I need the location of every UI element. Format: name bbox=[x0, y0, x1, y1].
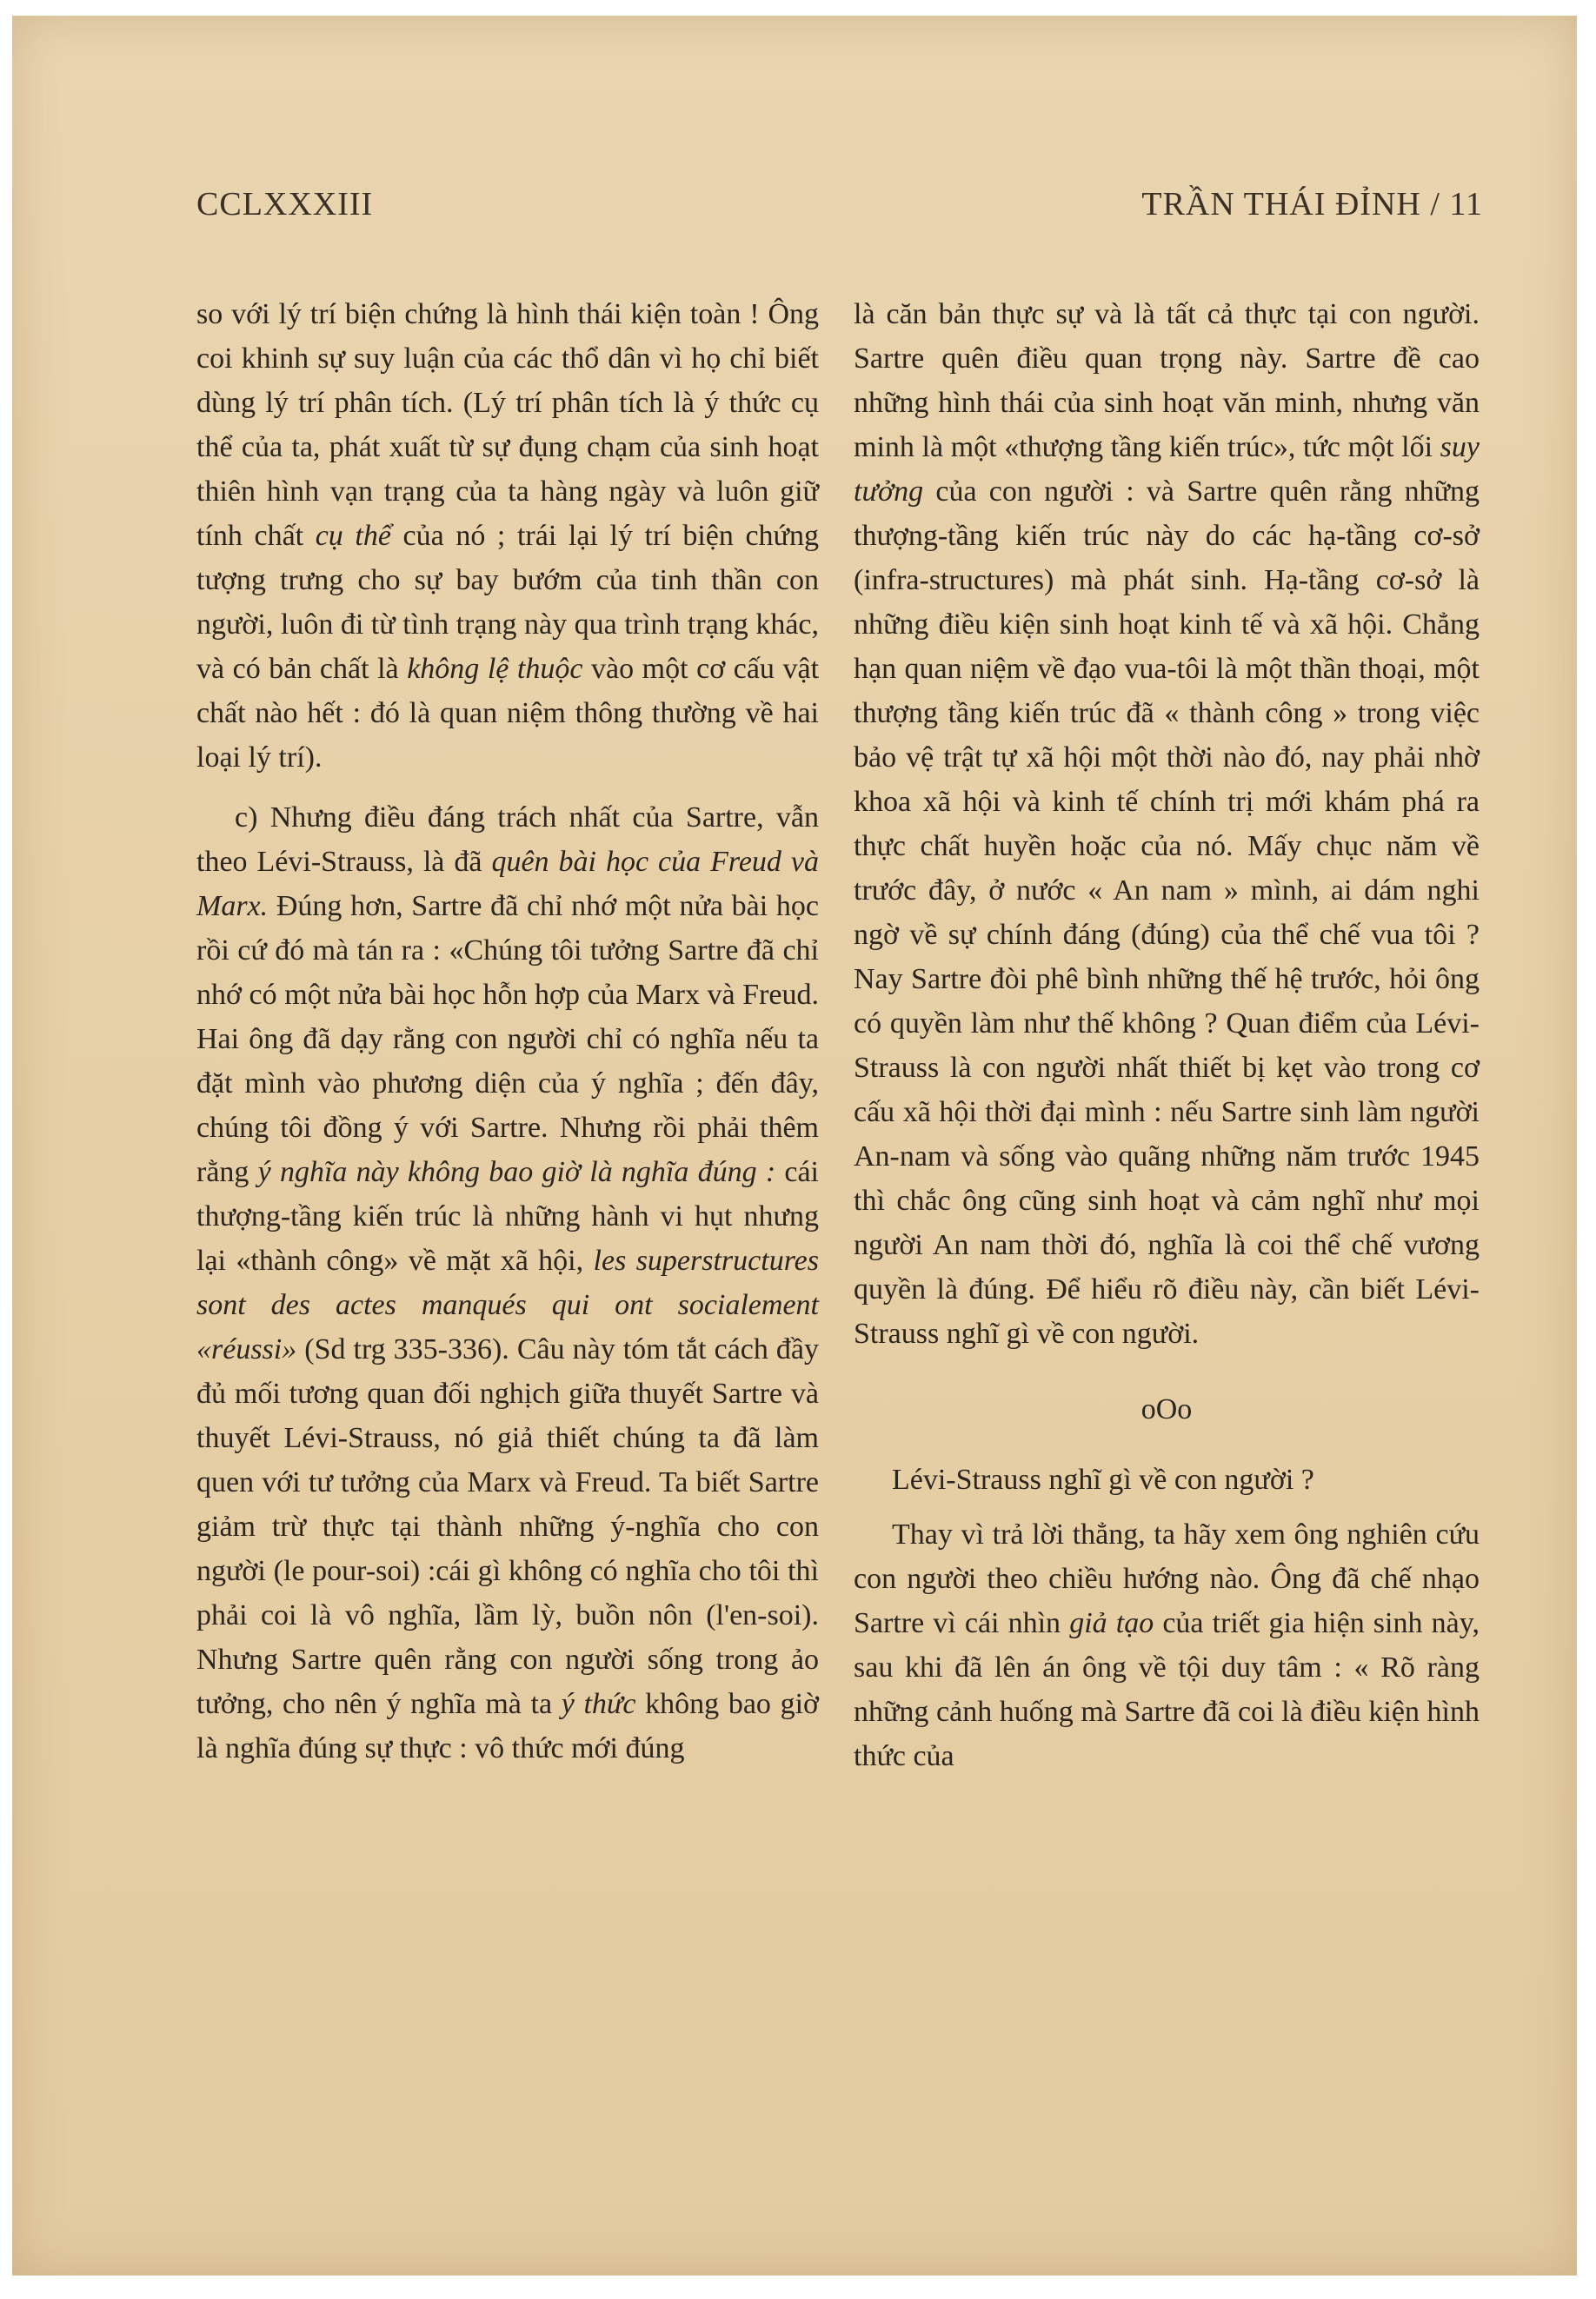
section-separator: oOo bbox=[1140, 1393, 1193, 1425]
header-running-title: TRẦN THÁI ĐỈNH / 11 bbox=[1141, 186, 1483, 223]
document-page bbox=[12, 16, 1577, 2276]
right-paragraph-1: là căn bản thực sự và là tất cả thực tại con người. Sartre quên điều quan trọng này. Sartre đề cao những hình thái của sinh hoạt văn minh, nhưng văn minh là một «thượng tầng kiến trúc», tức một lối suy tưởng của con người : và Sartre quên rằng những thượng-tầng kiến trúc này do các hạ-tầng cơ-sở (infra-structures) mà phát sinh. Hạ-tầng cơ-sở là những điều kiện sinh hoạt kinh tế và xã hội. Chẳng hạn quan niệm về đạo vua-tôi là một thần thoại, một thượng tầng kiến trúc đã « thành công » trong việc bảo vệ trật tự xã hội một thời nào đó, nay phải nhờ khoa xã hội và kinh tế chính trị mới khám phá ra thực chất huyền hoặc của nó. Mấy chục năm về trước đây, ở nước « An nam » mình, ai dám nghi ngờ về sự chính đáng (đúng) của thể chế vua tôi ? Nay Sartre đòi phê bình những thế hệ trước, hỏi ông có quyền làm như thế không ? Quan điểm của Lévi-Strauss là con người nhất thiết bị kẹt vào trong cơ cấu xã hội thời đại mình : nếu Sartre sinh làm người An-nam và sống vào quãng những năm trước 1945 thì chắc ông cũng sinh hoạt và cảm nghĩ như mọi người An nam thời đó, nghĩa là coi thể chế vương quyền là đúng. Để hiểu rõ điều này, cần biết Lévi-Strauss nghĩ gì về con người. bbox=[854, 298, 1480, 1350]
emphasis: ý nghĩa này không bao giờ là nghĩa đúng : bbox=[257, 1156, 776, 1188]
emphasis: giả tạo bbox=[1069, 1607, 1154, 1639]
section-question: Lévi-Strauss nghĩ gì về con người ? bbox=[892, 1464, 1314, 1496]
emphasis: ý thức bbox=[561, 1688, 636, 1720]
left-column bbox=[196, 292, 819, 1771]
right-paragraph-3: Thay vì trả lời thẳng, ta hãy xem ông nghiên cứu con người theo chiều hướng nào. Ông đã chế nhạo Sartre vì cái nhìn giả tạo của triết gia hiện sinh này, sau khi đã lên án ông về tội duy tâm : « Rõ ràng những cảnh huống mà Sartre đã coi là điều kiện hình thức của bbox=[854, 1518, 1480, 1772]
page-header bbox=[196, 185, 1483, 237]
emphasis: quên bài học của Freud và Marx. bbox=[196, 846, 819, 922]
emphasis: les superstructures sont des actes manqués qui ont socialement «réussi» bbox=[196, 1245, 819, 1365]
right-column bbox=[854, 292, 1480, 1778]
emphasis: suy tưởng bbox=[854, 431, 1480, 508]
header-roman-number: CCLXXXIII bbox=[196, 186, 374, 223]
emphasis: không lệ thuộc bbox=[407, 653, 583, 685]
left-paragraph-1: so với lý trí biện chứng là hình thái kiện toàn ! Ông coi khinh sự suy luận của các thổ dân vì họ chỉ biết dùng lý trí phân tích. (Lý trí phân tích là ý thức cụ thể của ta, phát xuất từ sự đụng chạm của sinh hoạt thiên hình vạn trạng của ta hàng ngày và luôn giữ tính chất cụ thể của nó ; trái lại lý trí biện chứng tượng trưng cho sự bay bướm của tinh thần con người, luôn đi từ tình trạng này qua trình trạng khác, và có bản chất là không lệ thuộc vào một cơ cấu vật chất nào hết : đó là quan niệm thông thường về hai loại lý trí). bbox=[196, 298, 820, 774]
emphasis: cụ thể bbox=[315, 520, 391, 552]
left-paragraph-2: c) Nhưng điều đáng trách nhất của Sartre, vẫn theo Lévi-Strauss, là đã quên bài học của Freud và Marx. Đúng hơn, Sartre đã chỉ nhớ một nửa bài học rồi cứ đó mà tán ra : «Chúng tôi tưởng Sartre đã chỉ nhớ có một nửa bài học hỗn hợp của Marx và Freud. Hai ông đã dạy rằng con người chỉ có nghĩa nếu ta đặt mình vào phương diện của ý nghĩa ; đến đây, chúng tôi đồng ý với Sartre. Nhưng rồi phải thêm rằng ý nghĩa này không bao giờ là nghĩa đúng : cái thượng-tầng kiến trúc là những hành vi hụt nhưng lại «thành công» về mặt xã hội, les superstructures sont des actes manqués qui ont socialement «réussi» (Sd trg 335-336). Câu này tóm tắt cách đầy đủ mối tương quan đối nghịch giữa thuyết Sartre và thuyết Lévi-Strauss, nó giả thiết chúng ta đã làm quen với tư tưởng của Marx và Freud. Ta biết Sartre giảm trừ thực tại thành những ý-nghĩa cho con người (le pour-soi) :cái gì không có nghĩa cho tôi thì phải coi là vô nghĩa, lầm lỳ, buồn nôn (l'en-soi). Nhưng Sartre quên rằng con người sống trong ảo tưởng, cho nên ý nghĩa mà ta ý thức không bao giờ là nghĩa đúng sự thực : vô thức mới đúng bbox=[196, 801, 819, 1764]
